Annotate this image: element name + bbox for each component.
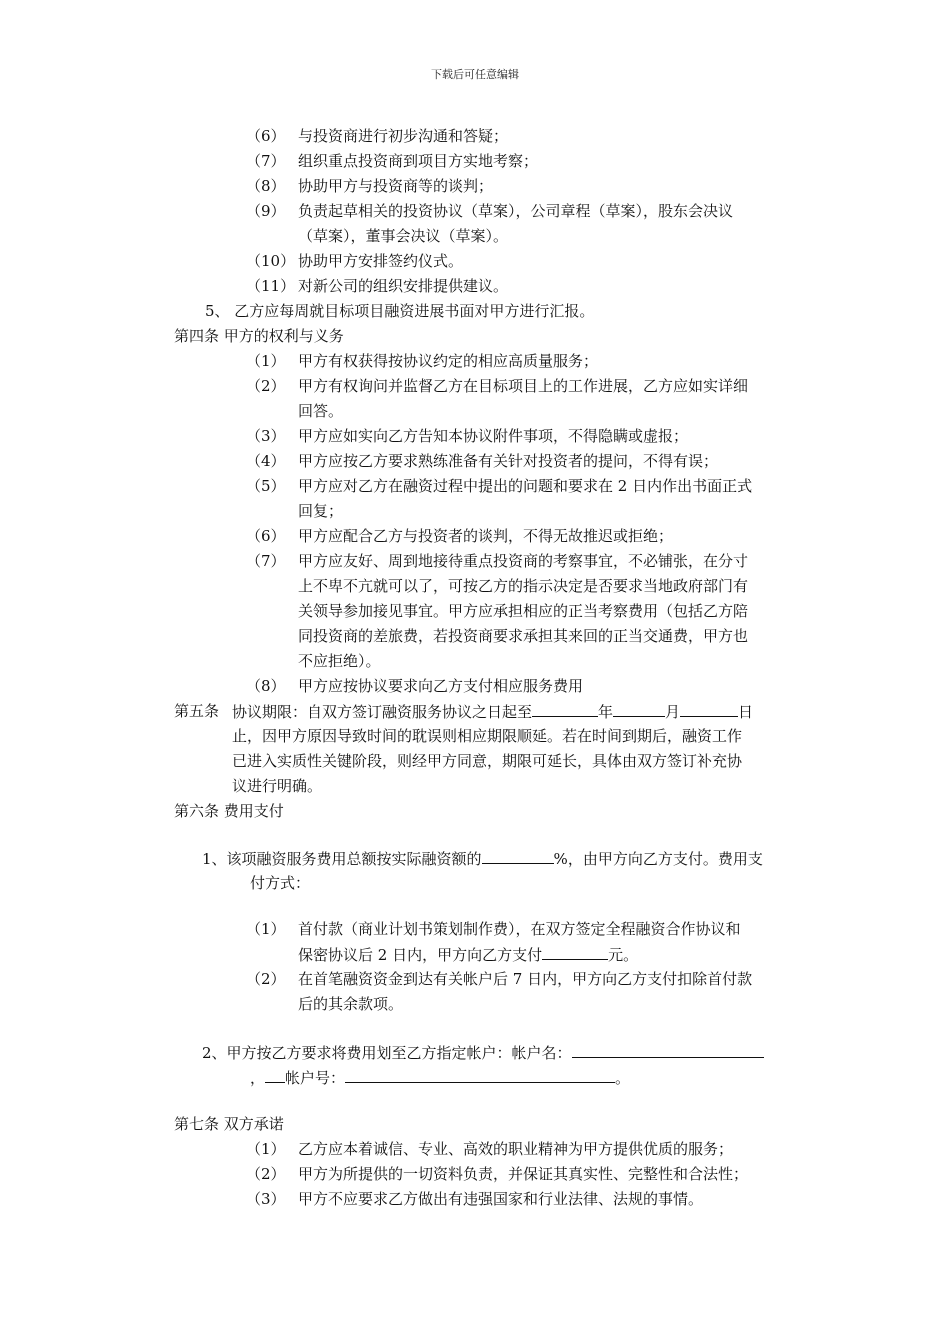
blank-amount[interactable]	[542, 942, 608, 960]
page-header: 下载后可任意编辑	[431, 68, 519, 81]
article-4-title: 第四条 甲方的权利与义务	[174, 327, 344, 345]
item-number: （2）	[246, 1165, 286, 1183]
article-6-para-2: 2、甲方按乙方要求将费用划至乙方指定帐户：帐户名：	[202, 1040, 764, 1066]
item-text: 甲方不应要求乙方做出有违强国家和行业法律、法规的事情。	[298, 1190, 704, 1208]
blank-account-number[interactable]	[345, 1065, 615, 1083]
article-6-para-1: 1、该项融资服务费用总额按实际融资额的 %，由甲方向乙方支付。费用支	[202, 846, 763, 872]
item-text: 在首笔融资资金到达有关帐户后 7 日内，甲方向乙方支付扣除首付款	[298, 970, 753, 988]
item-text: 关领导参加接见事宜。甲方应承担相应的正当考察费用（包括乙方陪	[298, 602, 749, 620]
item-number: （5）	[246, 477, 286, 495]
paragraph-5: 5、 乙方应每周就目标项目融资进展书面对甲方进行汇报。	[205, 302, 595, 320]
item-number: （3）	[246, 427, 286, 445]
item-number: （11）	[246, 277, 296, 295]
blank-year[interactable]	[532, 699, 598, 717]
item-number: （8）	[246, 177, 286, 195]
item-text: 首付款（商业计划书策划制作费），在双方签定全程融资合作协议和	[298, 920, 741, 938]
article-5-line-1: 协议期限：自双方签订融资服务协议之日起至 年 月 日	[232, 699, 753, 725]
item-text: 协助甲方与投资商等的谈判；	[298, 177, 494, 195]
item-text: 甲方有权获得按协议约定的相应高质量服务；	[298, 352, 599, 370]
article-5-label: 第五条	[174, 702, 220, 720]
item-text: 不应拒绝）。	[298, 652, 381, 670]
blank-day[interactable]	[680, 699, 738, 717]
item-text: 甲方应对乙方在融资过程中提出的问题和要求在 2 日内作出书面正式	[298, 477, 753, 495]
item-text: 甲方应如实向乙方告知本协议附件事项，不得隐瞒或虚报；	[298, 427, 689, 445]
blank-month[interactable]	[613, 699, 665, 717]
article-6-title: 第六条 费用支付	[174, 802, 284, 820]
article-5-line-3: 已进入实质性关键阶段，则经甲方同意，期限可延长，具体由双方签订补充协	[232, 752, 743, 770]
item-text: 甲方应友好、周到地接待重点投资商的考察事宜，不必铺张，在分寸	[298, 552, 749, 570]
item-number: （7）	[246, 152, 286, 170]
item-number: （6）	[246, 527, 286, 545]
article-6-para-1-cont: 付方式：	[250, 874, 311, 892]
item-text: 甲方为所提供的一切资料负责，并保证其真实性、完整性和合法性；	[298, 1165, 749, 1183]
item-text: 负责起草相关的投资协议（草案），公司章程（草案），股东会决议	[298, 202, 734, 220]
item-text: 同投资商的差旅费，若投资商要求承担其来回的正当交通费，甲方也	[298, 627, 749, 645]
item-number: （4）	[246, 452, 286, 470]
item-number: （2）	[246, 970, 286, 988]
item-text: 保密协议后 2 日内，甲方向乙方支付 元。	[298, 942, 638, 968]
item-number: （1）	[246, 920, 286, 938]
item-text: 甲方有权询问并监督乙方在目标项目上的工作进展，乙方应如实详细	[298, 377, 749, 395]
item-text: 组织重点投资商到项目方实地考察；	[298, 152, 539, 170]
item-text: 回答。	[298, 402, 344, 420]
item-number: （1）	[246, 1140, 286, 1158]
item-number: （6）	[246, 127, 286, 145]
item-text: 对新公司的组织安排提供建议。	[298, 277, 509, 295]
item-text: 甲方应按协议要求向乙方支付相应服务费用	[298, 677, 584, 695]
blank-account-name-cont[interactable]	[265, 1065, 285, 1083]
article-7-title: 第七条 双方承诺	[174, 1115, 284, 1133]
item-text: 回复；	[298, 502, 344, 520]
item-text: 与投资商进行初步沟通和答疑；	[298, 127, 509, 145]
item-number: （9）	[246, 202, 286, 220]
item-number: （7）	[246, 552, 286, 570]
item-text: 乙方应本着诚信、专业、高效的职业精神为甲方提供优质的服务；	[298, 1140, 734, 1158]
item-number: （10）	[246, 252, 296, 270]
item-number: （1）	[246, 352, 286, 370]
blank-percent[interactable]	[482, 846, 554, 864]
item-text: 后的其余款项。	[298, 995, 404, 1013]
article-5-line-4: 议进行明确。	[232, 777, 323, 795]
item-text: 甲方应配合乙方与投资者的谈判，不得无故推迟或拒绝；	[298, 527, 674, 545]
item-number: （8）	[246, 677, 286, 695]
item-number: （2）	[246, 377, 286, 395]
item-text: 甲方应按乙方要求熟练准备有关针对投资者的提问，不得有误；	[298, 452, 719, 470]
item-text: （草案），董事会决议（草案）。	[298, 227, 509, 245]
article-6-para-2-cont: ， 帐户号： 。	[250, 1065, 630, 1091]
article-5-line-2: 止，因甲方原因导致时间的耽误则相应期限顺延。若在时间到期后，融资工作	[232, 727, 743, 745]
item-text: 上不卑不亢就可以了，可按乙方的指示决定是否要求当地政府部门有	[298, 577, 749, 595]
item-number: （3）	[246, 1190, 286, 1208]
blank-account-name[interactable]	[572, 1040, 764, 1058]
item-text: 协助甲方安排签约仪式。	[298, 252, 464, 270]
